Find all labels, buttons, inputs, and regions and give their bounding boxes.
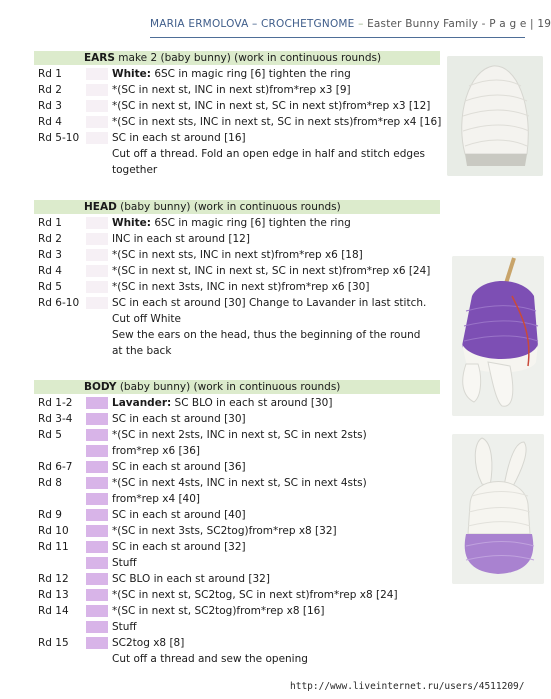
- round-label: Rd 1-2: [38, 397, 73, 409]
- instruction-text: [112, 539, 246, 555]
- body-subtitle: (baby bunny) (work in continuous rounds): [119, 381, 341, 393]
- header-separator: –: [358, 18, 364, 30]
- round-label: Rd 13: [38, 589, 69, 601]
- body-row: [38, 427, 448, 443]
- instruction-body: Stuff: [112, 557, 137, 569]
- instruction-text: [112, 507, 246, 523]
- instruction-body: *(SC in next st, INC in next st, SC in next st)from*rep x3 [12]: [112, 100, 431, 112]
- header-page-title: Easter Bunny Family - P a g e | 19: [367, 18, 551, 30]
- head-row: [38, 263, 448, 279]
- head-subtitle: (baby bunny) (work in continuous rounds): [120, 201, 341, 213]
- body-row: [38, 411, 448, 427]
- color-name: White:: [112, 217, 151, 229]
- instruction-body: SC in each st around [32]: [112, 541, 246, 553]
- instruction-body: *(SC in next 4sts, INC in next st, SC in next 4sts): [112, 477, 367, 489]
- body-row: [38, 475, 448, 491]
- color-swatch: [86, 509, 108, 521]
- color-swatch: [86, 100, 108, 112]
- instruction-text: [112, 491, 200, 507]
- body-row: [38, 459, 448, 475]
- color-swatch: [86, 461, 108, 473]
- ears-row: [38, 130, 448, 146]
- instruction-body: SC in each st around [16]: [112, 132, 246, 144]
- instruction-text: [112, 475, 367, 491]
- round-label: Rd 14: [38, 605, 69, 617]
- color-swatch: [86, 249, 108, 261]
- instruction-text: [112, 459, 246, 475]
- instruction-text: [112, 555, 137, 571]
- instruction-text: [112, 427, 367, 443]
- head-row: [38, 231, 448, 247]
- round-label: Rd 9: [38, 509, 62, 521]
- color-swatch: [86, 413, 108, 425]
- round-label: Rd 12: [38, 573, 69, 585]
- instruction-text: [112, 571, 270, 587]
- head-note: Sew the ears on the head, thus the beginning of the round: [112, 329, 421, 341]
- round-label: Rd 5-10: [38, 132, 80, 144]
- instruction-body: *(SC in next st, INC in next st)from*rep x3 [9]: [112, 84, 351, 96]
- instruction-text: [112, 231, 250, 247]
- color-swatch: [86, 445, 108, 457]
- color-swatch: [86, 116, 108, 128]
- body-row: [38, 587, 448, 603]
- body-row: [38, 571, 448, 587]
- color-swatch: [86, 132, 108, 144]
- ears-section-bar: [34, 51, 440, 65]
- instruction-text: [112, 295, 426, 311]
- round-label: Rd 11: [38, 541, 69, 553]
- head-note: Cut off White: [112, 313, 181, 325]
- instruction-body: *(SC in next sts, INC in next st)from*rep x6 [18]: [112, 249, 363, 261]
- watermark-url: http://www.liveinternet.ru/users/4511209/: [290, 681, 525, 692]
- round-label: Rd 3: [38, 100, 62, 112]
- round-label: Rd 5: [38, 281, 62, 293]
- head-row: [38, 295, 448, 311]
- body-row: [38, 443, 448, 459]
- instruction-body: *(SC in next 2sts, INC in next st, SC in next 2sts): [112, 429, 367, 441]
- ears-note: Cut off a thread. Fold an open edge in half and stitch edges: [112, 148, 426, 160]
- ears-subtitle: make 2 (baby bunny) (work in continuous rounds): [118, 52, 382, 64]
- round-label: Rd 1: [38, 68, 62, 80]
- instruction-text: [112, 523, 337, 539]
- instruction-text: [112, 443, 200, 459]
- instruction-body: SC BLO in each st around [30]: [171, 397, 333, 409]
- instruction-text: [112, 114, 441, 130]
- head-note: at the back: [112, 345, 172, 357]
- body-title: BODY: [84, 381, 117, 393]
- round-label: Rd 4: [38, 265, 62, 277]
- instruction-text: [112, 215, 351, 231]
- instruction-text: [112, 98, 430, 114]
- ear-photo: [447, 56, 543, 176]
- head-row: [38, 279, 448, 295]
- round-label: Rd 5: [38, 429, 62, 441]
- body-row: [38, 635, 448, 651]
- instruction-text: [112, 587, 398, 603]
- instruction-body: *(SC in next st, SC2tog, SC in next st)from*rep x8 [24]: [112, 589, 398, 601]
- ears-row: [38, 66, 448, 82]
- instruction-body: 6SC in magic ring [6] tighten the ring: [151, 68, 351, 80]
- color-swatch: [86, 68, 108, 80]
- round-label: Rd 3-4: [38, 413, 73, 425]
- ears-row: [38, 114, 448, 130]
- round-label: Rd 2: [38, 233, 62, 245]
- instruction-body: Stuff: [112, 621, 137, 633]
- instruction-text: [112, 411, 246, 427]
- instruction-body: SC in each st around [40]: [112, 509, 246, 521]
- instruction-text: [112, 66, 351, 82]
- instruction-body: *(SC in next 3sts, INC in next st)from*rep x6 [30]: [112, 281, 370, 293]
- color-swatch: [86, 621, 108, 633]
- instruction-body: SC BLO in each st around [32]: [112, 573, 270, 585]
- head-title: HEAD: [84, 201, 117, 213]
- instruction-body: 6SC in magic ring [6] tighten the ring: [151, 217, 351, 229]
- instruction-text: [112, 247, 363, 263]
- body-row: [38, 395, 448, 411]
- head-section-bar: [34, 200, 440, 214]
- round-label: Rd 6-7: [38, 461, 73, 473]
- color-swatch: [86, 297, 108, 309]
- instruction-text: [112, 635, 184, 651]
- color-swatch: [86, 573, 108, 585]
- header-rule: [150, 37, 525, 38]
- instruction-body: SC in each st around [36]: [112, 461, 246, 473]
- round-label: Rd 1: [38, 217, 62, 229]
- body-note: Cut off a thread and sew the opening: [112, 653, 308, 665]
- body-row: [38, 539, 448, 555]
- instruction-body: from*rep x4 [40]: [112, 493, 201, 505]
- round-label: Rd 6-10: [38, 297, 80, 309]
- head-photo: [452, 256, 544, 416]
- body-row: [38, 491, 448, 507]
- head-row: [38, 247, 448, 263]
- color-swatch: [86, 557, 108, 569]
- bunny-photo: [452, 434, 544, 584]
- color-swatch: [86, 541, 108, 553]
- color-swatch: [86, 477, 108, 489]
- ears-note: together: [112, 164, 158, 176]
- instruction-body: SC2tog x8 [8]: [112, 637, 185, 649]
- instruction-text: [112, 619, 137, 635]
- color-swatch: [86, 233, 108, 245]
- color-swatch: [86, 589, 108, 601]
- head-row: [38, 215, 448, 231]
- instruction-text: [112, 82, 351, 98]
- ears-row: [38, 98, 448, 114]
- color-swatch: [86, 84, 108, 96]
- color-swatch: [86, 493, 108, 505]
- round-label: Rd 10: [38, 525, 69, 537]
- instruction-text: [112, 603, 324, 619]
- color-swatch: [86, 265, 108, 277]
- round-label: Rd 15: [38, 637, 69, 649]
- color-swatch: [86, 605, 108, 617]
- instruction-text: [112, 263, 430, 279]
- ears-row: [38, 82, 448, 98]
- instruction-body: INC in each st around [12]: [112, 233, 250, 245]
- round-label: Rd 4: [38, 116, 62, 128]
- color-swatch: [86, 397, 108, 409]
- color-swatch: [86, 217, 108, 229]
- body-row: [38, 603, 448, 619]
- color-name: White:: [112, 68, 151, 80]
- color-swatch: [86, 637, 108, 649]
- instruction-body: from*rep x6 [36]: [112, 445, 201, 457]
- color-swatch: [86, 429, 108, 441]
- instruction-body: SC in each st around [30]: [112, 413, 246, 425]
- round-label: Rd 3: [38, 249, 62, 261]
- round-label: Rd 8: [38, 477, 62, 489]
- instruction-body: *(SC in next st, SC2tog)from*rep x8 [16]: [112, 605, 325, 617]
- instruction-text: [112, 395, 332, 411]
- body-row: [38, 523, 448, 539]
- color-swatch: [86, 281, 108, 293]
- color-swatch: [86, 525, 108, 537]
- header-author: MARIA ERMOLOVA – CROCHETGNOME: [150, 18, 355, 30]
- instruction-body: *(SC in next sts, INC in next st, SC in next sts)from*rep x4 [16]: [112, 116, 442, 128]
- ears-title: EARS: [84, 52, 115, 64]
- instruction-body: *(SC in next st, INC in next st, SC in next st)from*rep x6 [24]: [112, 265, 431, 277]
- body-row: [38, 555, 448, 571]
- instruction-text: [112, 130, 246, 146]
- color-name: Lavander:: [112, 397, 172, 409]
- instruction-text: [112, 279, 369, 295]
- round-label: Rd 2: [38, 84, 62, 96]
- body-row: [38, 507, 448, 523]
- instruction-body: SC in each st around [30] Change to Lavander in last stitch.: [112, 297, 427, 309]
- body-section-bar: [34, 380, 440, 394]
- body-row: [38, 619, 448, 635]
- instruction-body: *(SC in next 3sts, SC2tog)from*rep x8 [32]: [112, 525, 337, 537]
